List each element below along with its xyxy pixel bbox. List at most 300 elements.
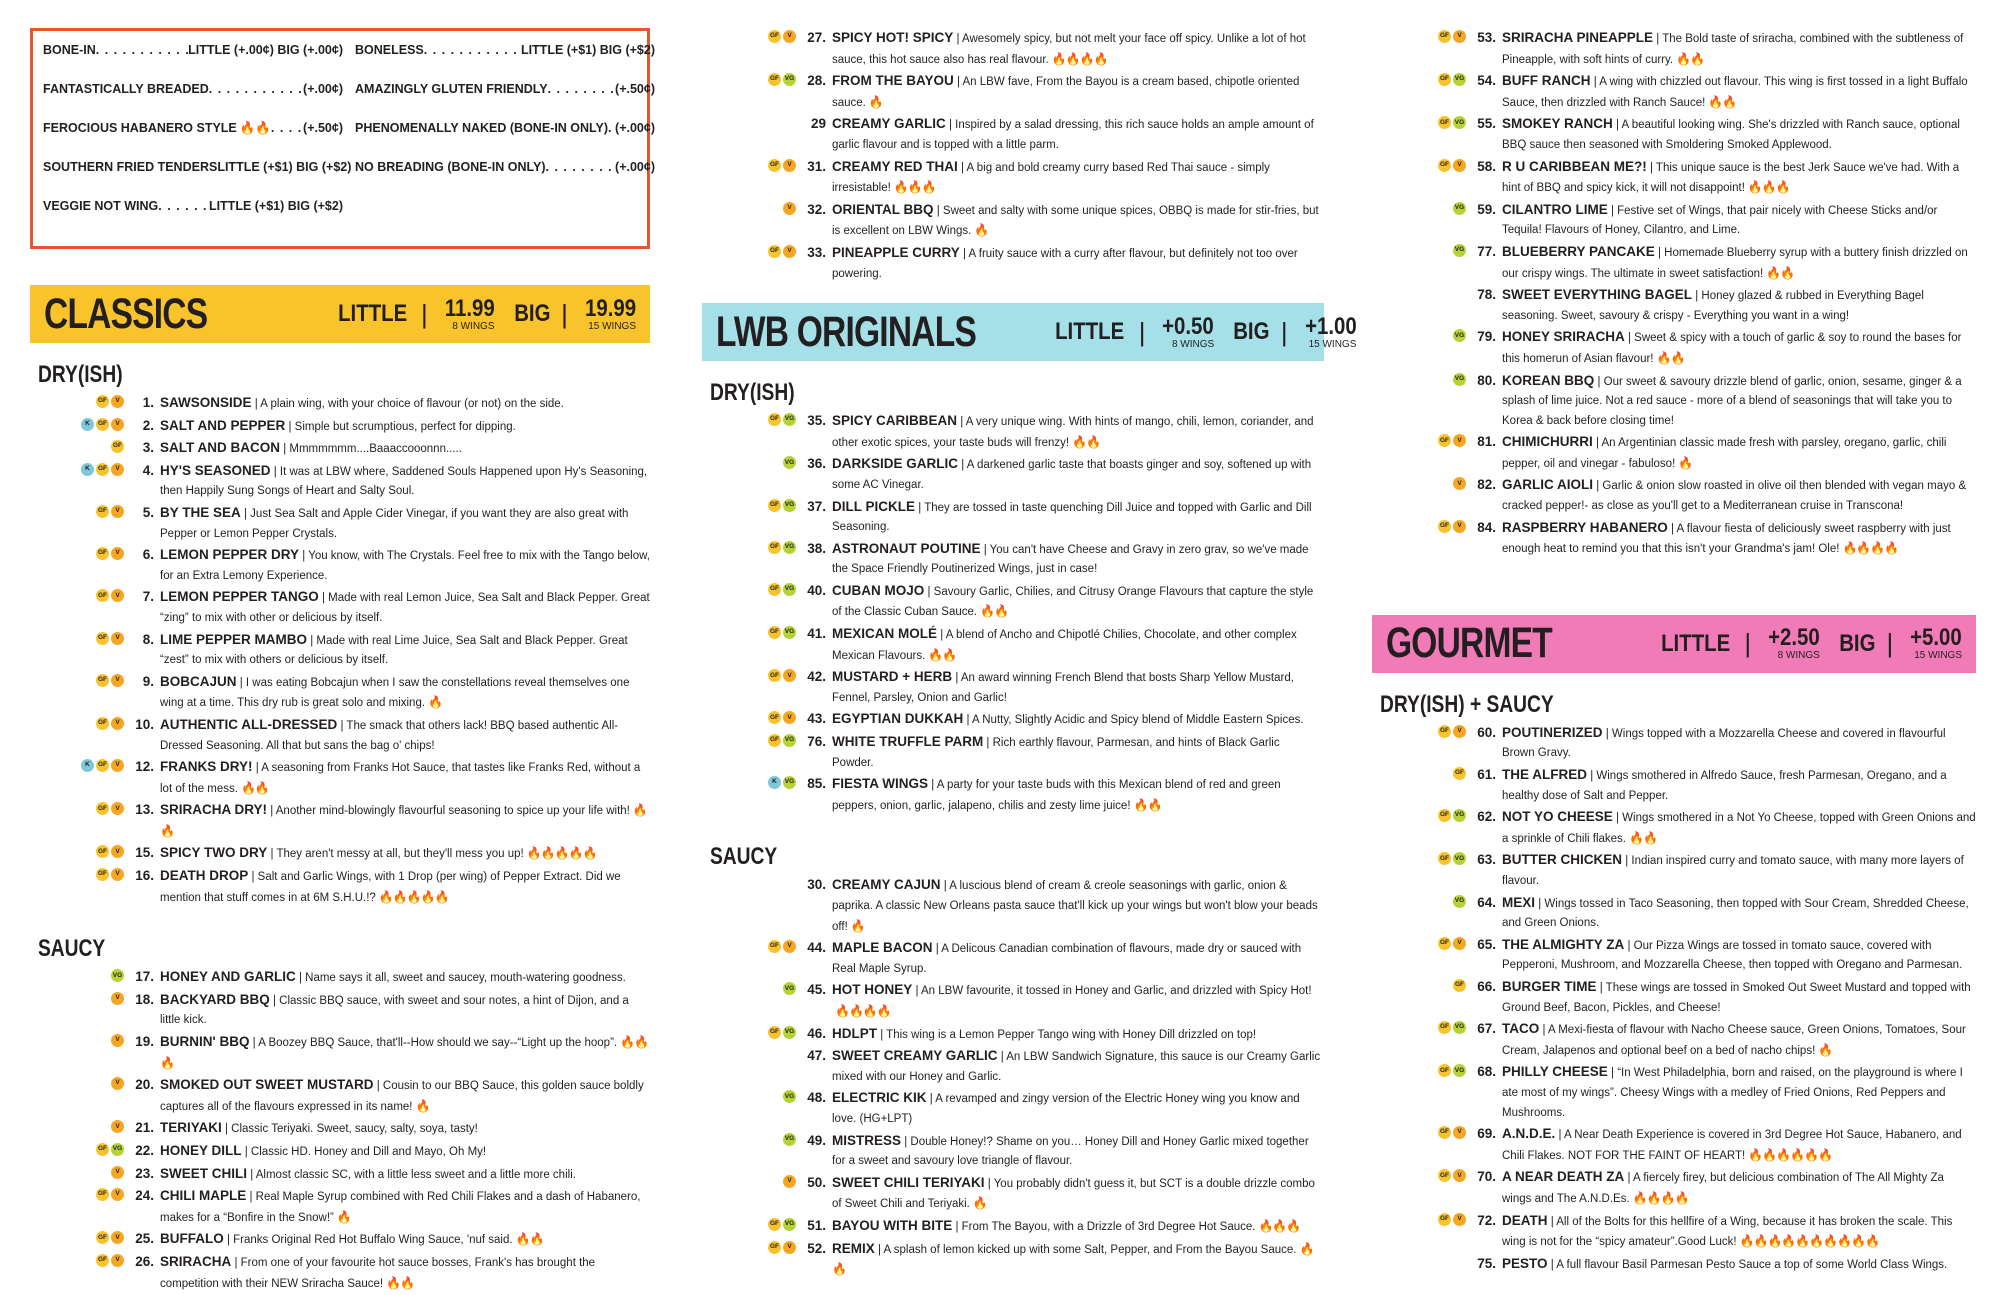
item-name: SMOKEY RANCH — [1502, 116, 1613, 132]
menu-item — [702, 157, 1324, 199]
menu-item — [702, 28, 1324, 70]
item-description: They aren't messy at all, but they'll mess you up! — [276, 848, 524, 861]
heat-level-icon: 🔥🔥🔥 — [893, 180, 936, 195]
diet-badges — [702, 497, 796, 512]
item-name: HONEY DILL — [160, 1143, 242, 1158]
option-price: LITTLE (+$1) BIG (+$2) — [217, 160, 352, 174]
menu-item — [30, 757, 650, 799]
v-badge-icon: V — [111, 547, 124, 560]
lwb-originals-banner — [702, 303, 1357, 361]
menu-item — [702, 938, 1324, 979]
diet-badges — [30, 672, 124, 687]
item-number: 76. — [807, 734, 826, 750]
diet-badges — [702, 1216, 796, 1231]
item-name: DILL PICKLE — [832, 498, 916, 514]
item-number: 5. — [142, 504, 154, 520]
v-badge-icon: V — [783, 30, 796, 43]
item-number: 53. — [1477, 30, 1496, 45]
gf-badge-icon: GF — [768, 1218, 781, 1231]
item-description: From one of your favourite hot sauce bosses, Frank's has brought the competition with their NEW Sriracha Sauce! — [160, 1256, 596, 1290]
item-description: Indian inspired curry and tomato sauce, with many more layers of flavour. — [1502, 855, 1964, 887]
item-text: TERIYAKI | Classic Teriyaki. Sweet, saucy, salty, soya, tasty! — [160, 1120, 478, 1136]
menu-item — [1372, 807, 1976, 849]
heat-level-icon: 🔥🔥 — [160, 803, 647, 838]
item-text: ASTRONAUT POUTINE | You can't have Cheese and Gravy in zero grav, so we've made the Space Friendly Poutinerized Wings, just in case! — [832, 540, 1309, 576]
item-number: 8. — [142, 631, 154, 647]
item-name: MEXI — [1502, 894, 1536, 910]
item-name: NOT YO CHEESE — [1502, 809, 1613, 825]
item-text: HONEY SRIRACHA | Sweet & spicy with a touch of garlic & soy to round the bases for this homerun of Asian flavour! 🔥🔥 — [1502, 329, 1962, 365]
menu-item — [30, 393, 650, 415]
gf-badge-icon: GF — [96, 1231, 109, 1244]
classics-dry-title: DRY(ISH) — [38, 361, 123, 388]
item-name: SWEET CHILI TERIYAKI — [832, 1174, 985, 1190]
vg-badge-icon: VG — [111, 1143, 124, 1156]
menu-item — [702, 1088, 1324, 1129]
diet-badges — [702, 1131, 796, 1146]
diet-badges — [30, 1032, 124, 1047]
heat-level-icon: 🔥🔥 — [928, 647, 957, 662]
diet-badges — [702, 1088, 796, 1103]
v-badge-icon: V — [1453, 159, 1466, 172]
item-name: DEATH — [1502, 1212, 1548, 1228]
gf-badge-icon: GF — [768, 413, 781, 426]
k-badge-icon: K — [81, 759, 94, 772]
v-badge-icon: V — [111, 632, 124, 645]
diet-badges — [30, 438, 124, 453]
menu-item — [702, 1173, 1324, 1215]
item-number: 69. — [1477, 1126, 1496, 1142]
little-price: +0.50 8 WINGS — [1162, 312, 1215, 350]
gf-badge-icon: GF — [1438, 809, 1451, 822]
vg-badge-icon: VG — [783, 1218, 796, 1231]
diet-badges — [30, 757, 124, 772]
vg-badge-icon: VG — [783, 734, 796, 747]
v-badge-icon: V — [1453, 725, 1466, 738]
menu-item — [1372, 327, 1976, 369]
heat-level-icon: 🔥🔥🔥🔥🔥 — [526, 846, 597, 861]
item-description: A Nutty, Slightly Acidic and Spicy blend of Middle Eastern Spices. — [972, 714, 1304, 727]
item-description: Wings topped with a Mozzarella Cheese and covered in flavourful Brown Gravy. — [1502, 727, 1946, 760]
item-name: CREAMY GARLIC — [832, 116, 946, 132]
menu-item — [30, 1164, 650, 1186]
item-name: SPICY TWO DRY — [160, 845, 268, 861]
menu-item — [702, 709, 1324, 731]
item-name: ORIENTAL BBQ — [832, 201, 934, 217]
diet-badges — [1372, 765, 1466, 780]
diet-badges — [30, 715, 124, 730]
item-name: A.N.D.E. — [1502, 1126, 1556, 1142]
item-name: PINEAPPLE CURRY — [832, 244, 960, 260]
option-label: NO BREADING (BONE-IN ONLY) — [355, 160, 546, 174]
menu-item — [1372, 723, 1976, 764]
item-description: You probably didn't guess it, but SCT is a double drizzle combo of Sweet Chili and Teriyaki. — [832, 1177, 1315, 1211]
item-description: Festive set of Wings, that pair nicely with Cheese Sticks and/or Tequila! Flavours of Honey, Cilantro, and Lime. — [1502, 204, 1938, 237]
item-name: ELECTRIC KIK — [832, 1090, 927, 1106]
menu-item — [30, 1252, 650, 1294]
item-text: CREAMY GARLIC | Inspired by a salad dressing, this rich sauce holds an ample amount of garlic flavour and is topped with a little parm. — [832, 116, 1314, 151]
item-number: 45. — [807, 982, 826, 998]
heat-level-icon: 🔥🔥 — [832, 1241, 1314, 1277]
item-text: BLUEBERRY PANCAKE | Homemade Blueberry syrup with a buttery finish drizzled on our crispy wings. The ultimate in sweet satisfaction! 🔥🔥 — [1502, 243, 1968, 280]
dot-leader — [548, 82, 615, 97]
diet-badges — [1372, 285, 1466, 287]
item-name: SRIRACHA PINEAPPLE — [1502, 30, 1654, 45]
item-text: EGYPTIAN DUKKAH | A Nutty, Slightly Acidic and Spicy blend of Middle Eastern Spices. — [832, 711, 1304, 727]
item-description: Made with real Lemon Juice, Sea Salt and Black Pepper. Great “zing” to mix with other or delicious by itself. — [160, 592, 650, 624]
item-number: 28. — [807, 73, 826, 89]
v-badge-icon: V — [783, 1175, 796, 1188]
gf-badge-icon: GF — [1438, 1213, 1451, 1226]
classics-dry-list — [30, 393, 650, 908]
item-description: Inspired by a salad dressing, this rich sauce holds an ample amount of garlic flavour and is topped with a little parm. — [832, 119, 1314, 151]
item-number: 12. — [135, 759, 154, 775]
item-name: BAYOU WITH BITE — [832, 1217, 953, 1233]
item-number: 59. — [1477, 201, 1496, 217]
gf-badge-icon: GF — [1438, 1126, 1451, 1139]
item-description: An LBW fave, From the Bayou is a cream based, chipotle oriented sauce. — [832, 76, 1300, 109]
item-text: HOT HONEY | An LBW favourite, it tossed in Honey and Garlic, and drizzled with Spicy Hot!🔥🔥🔥🔥 — [832, 982, 1312, 1018]
v-badge-icon: V — [1453, 520, 1466, 533]
item-description: Homemade Blueberry syrup with a buttery finish drizzled on our crispy wings. The ultimate in sweet satisfaction! — [1502, 246, 1968, 280]
dot-leader — [158, 199, 209, 214]
diet-badges — [1372, 518, 1466, 533]
item-description: Classic BBQ sauce, with sweet and sour notes, a hint of Dijon, and a little kick. — [160, 994, 629, 1027]
item-text: A NEAR DEATH ZA | A fiercely firey, but delicious combination of The All Mighty Za wings and The A.N.D.Es. 🔥🔥🔥🔥 — [1502, 1169, 1944, 1205]
diet-badges — [1372, 114, 1466, 129]
diet-badges — [30, 630, 124, 645]
item-description: A revamped and zingy version of the Electric Honey wing you know and love. (HG+LPT) — [832, 1093, 1300, 1125]
item-description: A flavour fiesta of deliciously sweet raspberry with just enough heat to remind you that this isn't your Grandma's jam! Ole! — [1502, 522, 1951, 556]
gf-badge-icon: GF — [1438, 30, 1451, 43]
option-label: VEGGIE NOT WING — [43, 199, 159, 213]
item-number: 68. — [1477, 1064, 1496, 1080]
item-text: WHITE TRUFFLE PARM | Rich earthly flavour, Parmesan, and hints of Black Garlic Powder. — [832, 734, 1280, 769]
item-number: 64. — [1477, 894, 1496, 910]
menu-item — [702, 581, 1324, 623]
item-text: CREAMY RED THAI | A big and bold creamy curry based Red Thai sauce - simply irresistable! 🔥🔥🔥 — [832, 158, 1270, 195]
lwb-dry-title: DRY(ISH) — [710, 379, 795, 407]
diet-badges — [702, 1046, 796, 1048]
item-text: THE ALMIGHTY ZA | Our Pizza Wings are tossed in tomato sauce, covered with Pepperoni, Mushroom, and Mozzarella Cheese, then topped with Oregano and Parmesan. — [1502, 936, 1963, 972]
menu-item — [30, 990, 650, 1031]
item-description: Our Pizza Wings are tossed in tomato sauce, covered with Pepperoni, Mushroom, and Mozzarella Cheese, then topped with Oregano and Parmesan. — [1502, 939, 1963, 972]
item-text: BURNIN' BBQ | A Boozey BBQ Sauce, that'll--How should we say--“Light up the hoop”. 🔥🔥🔥 — [160, 1034, 648, 1070]
item-description: Wings tossed in Taco Seasoning, then topped with Sour Cream, Shredded Cheese, and Green Onions. — [1502, 897, 1969, 930]
v-badge-icon: V — [111, 1231, 124, 1244]
option-label: BONELESS — [355, 43, 424, 57]
item-name: MAPLE BACON — [832, 940, 933, 956]
menu-item — [702, 539, 1324, 580]
menu-item — [1372, 157, 1976, 199]
wing-style-options — [30, 28, 655, 249]
diet-badges — [1372, 157, 1466, 172]
item-text: HDLPT | This wing is a Lemon Pepper Tango wing with Honey Dill drizzled on top! — [832, 1025, 1257, 1041]
gf-badge-icon: GF — [96, 547, 109, 560]
item-number: 24. — [135, 1188, 154, 1204]
heat-level-icon: 🔥🔥🔥 — [1258, 1218, 1301, 1233]
gf-badge-icon: GF — [1438, 73, 1451, 86]
v-badge-icon: V — [111, 759, 124, 772]
item-number: 40. — [807, 582, 826, 598]
item-number: 47. — [807, 1048, 826, 1064]
item-description: A plain wing, with your choice of flavour (or not) on the side. — [260, 398, 564, 410]
item-description: A luscious blend of cream & creole seasonings with garlic, onion & paprika. A classic New Orleans pasta sauce that'll kick up your wings but won't blow your beads off! — [832, 880, 1318, 933]
gf-badge-icon: GF — [96, 1254, 109, 1267]
gf-badge-icon: GF — [768, 1241, 781, 1254]
item-number: 7. — [142, 589, 154, 605]
item-name: KOREAN BBQ — [1502, 372, 1595, 388]
item-number: 75. — [1477, 1255, 1496, 1271]
item-text: PINEAPPLE CURRY | A fruity sauce with a curry after flavour, but definitely not too over powering. — [832, 244, 1298, 280]
diet-badges — [30, 967, 124, 982]
gf-badge-icon: GF — [768, 669, 781, 682]
item-description: The Bold taste of sriracha, combined with the subtleness of Pineapple, with soft hints of curry. — [1502, 33, 1964, 66]
option-label: FEROCIOUS HABANERO STYLE — [43, 121, 237, 135]
item-name: HONEY AND GARLIC — [160, 969, 296, 985]
menu-item — [30, 715, 650, 756]
item-text: SWEET EVERYTHING BAGEL | Honey glazed & rubbed in Everything Bagel seasoning. Sweet, savoury & crispy - Everything you want in a wing! — [1502, 287, 1924, 322]
item-number: 80. — [1477, 372, 1496, 388]
item-description: “In West Philadelphia, born and raised, on the playground is where I ate most of my wings”. Cheesy Wings with a medley of Fried Onions, Red Peppers and Mushrooms. — [1502, 1067, 1963, 1119]
diet-badges — [1372, 71, 1466, 86]
item-name: CUBAN MOJO — [832, 582, 925, 598]
item-name: FRANKS DRY! — [160, 759, 253, 775]
item-text: SRIRACHA DRY! | Another mind-blowingly flavourful seasoning to spice up your life with! 🔥🔥 — [160, 802, 647, 838]
gf-badge-icon: GF — [1438, 725, 1451, 738]
lwb-originals-title: LWB ORIGINALS — [716, 307, 977, 356]
diet-badges — [1372, 807, 1466, 822]
option-label: PHENOMENALLY NAKED (BONE-IN ONLY) — [355, 121, 609, 135]
lwb-saucy-continued-list — [1372, 28, 1976, 560]
item-number: 38. — [807, 540, 826, 556]
item-number: 77. — [1477, 243, 1496, 259]
classics-banner — [30, 285, 650, 343]
diet-badges — [30, 800, 124, 815]
item-description: Classic Teriyaki. Sweet, saucy, salty, soya, tasty! — [231, 1123, 478, 1136]
diet-badges — [702, 243, 796, 258]
item-number: 61. — [1477, 767, 1496, 783]
k-badge-icon: K — [768, 776, 781, 789]
diet-badges — [702, 980, 796, 995]
item-text: FRANKS DRY! | A seasoning from Franks Hot Sauce, that tastes like Franks Red, without a lot of the mess. 🔥🔥 — [160, 759, 641, 795]
item-number: 70. — [1477, 1169, 1496, 1185]
item-description: A darkened garlic taste that boasts ginger and soy, softened up with some AC Vinegar. — [832, 459, 1312, 491]
item-text: SMOKED OUT SWEET MUSTARD | Cousin to our BBQ Sauce, this golden sauce boldly captures all of the flavours expressed in its name! 🔥 — [160, 1077, 644, 1113]
item-text: HONEY DILL | Classic HD. Honey and Dill and Mayo, Oh My! — [160, 1143, 487, 1158]
heat-level-icon: 🔥🔥 — [1656, 350, 1685, 365]
item-description: A Near Death Experience is covered in 3rd Degree Hot Sauce, Habanero, and Chili Flakes. NOT FOR THE FAINT OF HEART! — [1502, 1129, 1962, 1162]
wing-option — [43, 199, 343, 238]
little-label: LITTLE — [1661, 629, 1731, 657]
item-number: 41. — [807, 626, 826, 642]
vg-badge-icon: VG — [111, 969, 124, 982]
lwb-prices — [1049, 312, 1357, 350]
diet-badges — [1372, 977, 1466, 992]
item-number: 21. — [135, 1120, 154, 1136]
vg-badge-icon: VG — [1453, 329, 1466, 342]
heat-level-icon: 🔥🔥 — [1629, 830, 1657, 845]
item-text: BACKYARD BBQ | Classic BBQ sauce, with sweet and sour notes, a hint of Dijon, and a little kick. — [160, 991, 629, 1027]
vg-badge-icon: VG — [783, 1090, 796, 1103]
menu-item — [30, 1186, 650, 1228]
item-name: BUFF RANCH — [1502, 73, 1591, 89]
heat-level-icon: 🔥🔥🔥🔥 — [1632, 1190, 1689, 1205]
item-text: SRIRACHA | From one of your favourite hot sauce bosses, Frank's has brought the competition with their NEW Sriracha Sauce! 🔥🔥 — [160, 1253, 596, 1290]
big-price: +5.00 15 WINGS — [1910, 624, 1962, 662]
diet-badges — [702, 1173, 796, 1188]
v-badge-icon: V — [111, 868, 124, 881]
item-description: Simple but scrumptious, perfect for dipping. — [294, 420, 516, 433]
item-name: HONEY SRIRACHA — [1502, 329, 1625, 345]
item-text: REMIX | A splash of lemon kicked up with some Salt, Pepper, and From the Bayou Sauce. 🔥🔥 — [832, 1240, 1314, 1277]
gf-badge-icon: GF — [1438, 937, 1451, 950]
menu-item — [30, 1229, 650, 1251]
k-badge-icon: K — [81, 463, 94, 476]
item-name: DARKSIDE GARLIC — [832, 456, 959, 472]
item-description: Rich earthly flavour, Parmesan, and hints of Black Garlic Powder. — [832, 737, 1280, 769]
menu-item — [702, 200, 1324, 242]
big-label: BIG — [1233, 318, 1270, 346]
item-description: Wings smothered in a Not Yo Cheese, topped with Green Onions and a sprinkle of Chili flakes. — [1502, 812, 1976, 845]
classics-saucy-title: SAUCY — [38, 935, 106, 963]
item-name: CILANTRO LIME — [1502, 201, 1608, 217]
diet-badges — [702, 1239, 796, 1254]
item-number: 85. — [807, 776, 826, 792]
v-badge-icon: V — [1453, 1213, 1466, 1226]
big-label: BIG — [1839, 629, 1876, 657]
menu-item — [1372, 285, 1976, 326]
item-text: CILANTRO LIME | Festive set of Wings, that pair nicely with Cheese Sticks and/or Tequila! Flavours of Honey, Cilantro, and Lime. — [1502, 201, 1938, 237]
item-text: DARKSIDE GARLIC | A darkened garlic taste that boasts ginger and soy, softened up with some AC Vinegar. — [832, 456, 1312, 491]
gf-badge-icon: GF — [96, 589, 109, 602]
heat-level-icon: 🔥🔥🔥🔥 — [835, 1003, 891, 1018]
item-description: These wings are tossed in Smoked Out Sweet Mustard and topped with Ground Beef, Bacon, Pickles, and Cheese! — [1502, 981, 1971, 1014]
heat-level-icon: 🔥 — [974, 223, 989, 238]
wing-option — [43, 82, 343, 121]
gourmet-list — [1372, 723, 1976, 1275]
menu-item — [30, 800, 650, 842]
item-name: FROM THE BAYOU — [832, 73, 954, 89]
item-text: PHILLY CHEESE | “In West Philadelphia, born and raised, on the playground is where I ate most of my wings”. Cheesy Wings with a medley of Fried Onions, Red Peppers and Mushrooms. — [1502, 1064, 1963, 1119]
item-number: 2. — [142, 417, 154, 433]
item-text: LIME PEPPER MAMBO | Made with real Lime Juice, Sea Salt and Black Pepper. Great “zest” to mix with others or delicious by itself. — [160, 631, 628, 667]
item-name: SMOKED OUT SWEET MUSTARD — [160, 1077, 374, 1093]
item-number: 58. — [1477, 158, 1496, 174]
item-description: This wing is a Lemon Pepper Tango wing with Honey Dill drizzled on top! — [886, 1028, 1257, 1041]
wing-option — [355, 160, 655, 199]
item-number: 72. — [1477, 1212, 1496, 1228]
item-text: HONEY AND GARLIC | Name says it all, sweet and saucey, mouth-watering goodness. — [160, 969, 626, 985]
heat-level-icon: 🔥🔥🔥 — [1747, 180, 1790, 195]
heat-level-icon: 🔥 — [868, 94, 883, 109]
vg-badge-icon: VG — [1453, 1021, 1466, 1034]
item-text: RASPBERRY HABANERO | A flavour fiesta of deliciously sweet raspberry with just enough heat to remind you that this isn't your Grandma's jam! Ole! 🔥🔥🔥🔥 — [1502, 519, 1951, 556]
item-name: SALT AND PEPPER — [160, 417, 286, 433]
item-name: SRIRACHA — [160, 1253, 232, 1269]
menu-item — [30, 1075, 650, 1117]
little-label: LITTLE — [1055, 318, 1125, 346]
item-text: MEXICAN MOLÉ | A blend of Ancho and Chipotlé Chilies, Chocolate, and other complex Mexican Flavours. 🔥🔥 — [832, 626, 1297, 662]
gf-badge-icon: GF — [1438, 434, 1451, 447]
vg-badge-icon: VG — [783, 73, 796, 86]
item-name: LIME PEPPER MAMBO — [160, 631, 308, 647]
item-name: SRIRACHA DRY! — [160, 802, 267, 818]
diet-badges — [702, 28, 796, 43]
item-number: 31. — [807, 158, 826, 174]
item-number: 67. — [1477, 1021, 1496, 1037]
v-badge-icon: V — [111, 717, 124, 730]
menu-item — [1372, 893, 1976, 934]
vg-badge-icon: VG — [783, 1026, 796, 1039]
item-text: PESTO | A full flavour Basil Parmesan Pesto Sauce a top of some World Class Wings. — [1502, 1255, 1948, 1271]
little-price: 11.99 8 WINGS — [444, 294, 495, 332]
item-text: CUBAN MOJO | Savoury Garlic, Chilies, and Citrusy Orange Flavours that capture the style of the Classic Cuban Sauce. 🔥🔥 — [832, 582, 1314, 619]
gf-badge-icon: GF — [1438, 116, 1451, 129]
item-text: SWEET CHILI TERIYAKI | You probably didn't guess it, but SCT is a double drizzle combo of Sweet Chili and Teriyaki. 🔥 — [832, 1174, 1315, 1211]
item-number: 50. — [807, 1174, 826, 1190]
menu-item — [702, 732, 1324, 773]
item-number: 22. — [135, 1143, 154, 1158]
item-number: 10. — [135, 716, 154, 732]
item-number: 15. — [135, 845, 154, 861]
divider: | — [1744, 628, 1752, 659]
menu-item — [702, 454, 1324, 495]
menu-item — [30, 461, 650, 502]
heat-level-icon: 🔥 — [850, 918, 865, 933]
diet-badges — [702, 581, 796, 596]
item-description: An LBW favourite, it tossed in Honey and Garlic, and drizzled with Spicy Hot! — [921, 985, 1312, 998]
item-number: 35. — [807, 413, 826, 429]
item-number: 18. — [135, 991, 154, 1007]
item-name: BURGER TIME — [1502, 978, 1597, 994]
little-price: +2.50 8 WINGS — [1768, 624, 1820, 662]
item-number: 33. — [807, 244, 826, 260]
item-text: SPICY CARIBBEAN | A very unique wing. With hints of mango, chili, lemon, coriander, and other exotic spices, your taste buds will frenzy! 🔥🔥 — [832, 413, 1314, 449]
gf-badge-icon: GF — [111, 440, 124, 453]
gf-badge-icon: GF — [1438, 520, 1451, 533]
heat-level-icon: 🔥🔥🔥🔥 — [1051, 51, 1108, 66]
option-price: LITTLE (+$1) BIG (+$2) — [520, 43, 655, 57]
item-text: SMOKEY RANCH | A beautiful looking wing. She's drizzled with Ranch sauce, optional BBQ sauce then seasoned with Smoldering Smoked Applewood. — [1502, 116, 1960, 151]
item-name: LEMON PEPPER DRY — [160, 547, 300, 563]
diet-badges — [702, 200, 796, 215]
item-number: 23. — [135, 1165, 154, 1181]
item-description: Double Honey!? Shame on you… Honey Dill and Honey Garlic mixed together for a sweet and savoury love triangle of flavour. — [832, 1135, 1309, 1168]
classics-saucy-continued-list — [702, 28, 1324, 284]
v-badge-icon: V — [1453, 1126, 1466, 1139]
menu-item — [30, 630, 650, 671]
v-badge-icon: V — [111, 505, 124, 518]
lwb-saucy-title: SAUCY — [710, 843, 778, 871]
item-description: A very unique wing. With hints of mango, chili, lemon, coriander, and other exotic spices, your taste buds will frenzy! — [832, 416, 1314, 449]
option-price: (+.00¢) — [303, 82, 343, 96]
item-description: A Delicous Canadian combination of flavours, made dry or sauced with Real Maple Syrup. — [832, 943, 1302, 975]
item-description: This unique sauce is the best Jerk Sauce we've had. With a hint of BBQ and spicy kick, it will not disappoint! — [1502, 161, 1960, 195]
item-number: 1. — [142, 395, 154, 410]
vg-badge-icon: VG — [783, 499, 796, 512]
big-price: +1.00 15 WINGS — [1304, 312, 1357, 350]
vg-badge-icon: VG — [1453, 1064, 1466, 1077]
item-number: 79. — [1477, 329, 1496, 345]
item-description: Classic HD. Honey and Dill and Mayo, Oh My! — [250, 1146, 487, 1158]
vg-badge-icon: VG — [1453, 373, 1466, 386]
vg-badge-icon: VG — [783, 626, 796, 639]
menu-item — [1372, 1062, 1976, 1123]
diet-badges — [1372, 1062, 1466, 1077]
diet-badges — [702, 774, 796, 789]
item-description: An award winning French Blend that bosts Sharp Yellow Mustard, Fennel, Parsley, Onion and Garlic! — [832, 672, 1294, 704]
